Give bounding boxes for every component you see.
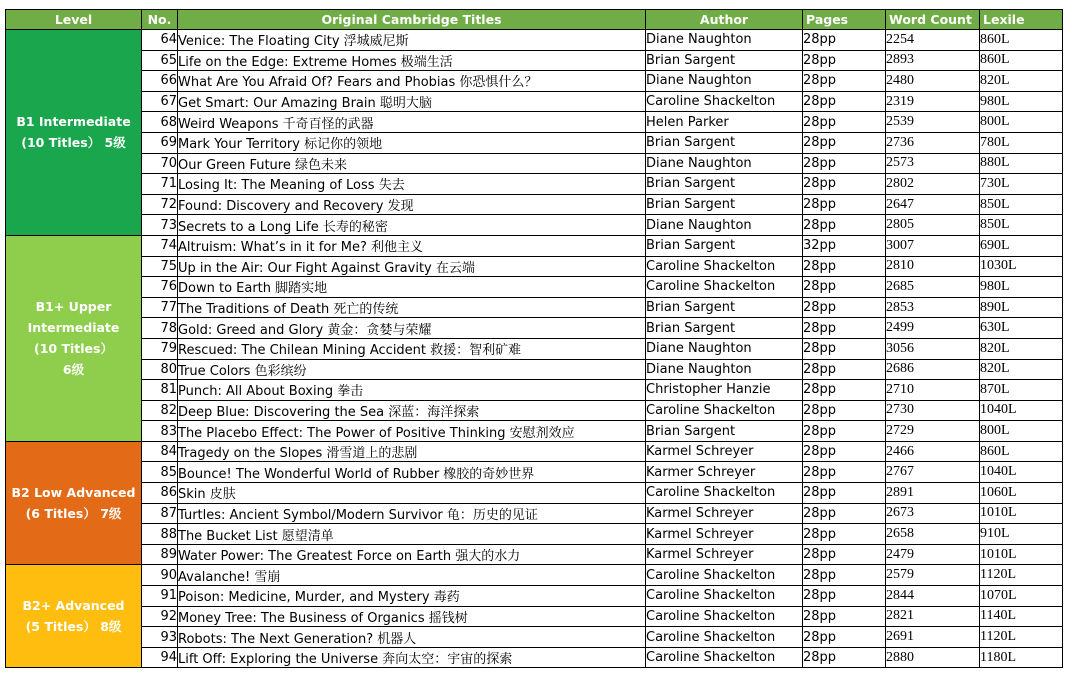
- number-cell: 69: [142, 132, 178, 153]
- author-cell: Karmel Schreyer: [646, 544, 803, 565]
- word-count-cell: 2319: [886, 91, 980, 112]
- pages-cell: 28pp: [803, 606, 886, 627]
- lexile-cell: 1120L: [980, 627, 1063, 648]
- author-cell: Caroline Shackelton: [646, 256, 803, 277]
- number-cell: 87: [142, 503, 178, 524]
- title-cell: Poison: Medicine, Murder, and Mystery 毒药: [178, 586, 646, 607]
- pages-cell: 28pp: [803, 30, 886, 51]
- lexile-cell: 820L: [980, 359, 1063, 380]
- lexile-cell: 1040L: [980, 462, 1063, 483]
- lexile-cell: 1120L: [980, 565, 1063, 586]
- pages-cell: 32pp: [803, 235, 886, 256]
- word-count-cell: 2767: [886, 462, 980, 483]
- word-count-cell: 2893: [886, 50, 980, 71]
- title-cell: Mark Your Territory 标记你的领地: [178, 132, 646, 153]
- number-cell: 81: [142, 380, 178, 401]
- title-cell: Robots: The Next Generation? 机器人: [178, 627, 646, 648]
- title-cell: Our Green Future 绿色未来: [178, 153, 646, 174]
- author-cell: Caroline Shackelton: [646, 606, 803, 627]
- level-label-line: B2+ Advanced: [22, 598, 125, 614]
- title-cell: Money Tree: The Business of Organics 摇钱树: [178, 606, 646, 627]
- author-cell: Brian Sargent: [646, 194, 803, 215]
- word-count-cell: 3056: [886, 338, 980, 359]
- number-cell: 70: [142, 153, 178, 174]
- lexile-cell: 1010L: [980, 544, 1063, 565]
- lexile-cell: 1070L: [980, 586, 1063, 607]
- table-row: [6, 277, 1063, 298]
- number-cell: 82: [142, 400, 178, 421]
- table-row: [6, 71, 1063, 92]
- header-row: [6, 10, 1063, 30]
- word-count-cell: 2685: [886, 277, 980, 298]
- pages-cell: 28pp: [803, 421, 886, 442]
- pages-cell: 28pp: [803, 544, 886, 565]
- word-count-cell: 2730: [886, 400, 980, 421]
- pages-cell: 28pp: [803, 318, 886, 339]
- lexile-cell: 870L: [980, 380, 1063, 401]
- table-row: [6, 132, 1063, 153]
- author-cell: Diane Naughton: [646, 215, 803, 236]
- table-row: [6, 503, 1063, 524]
- author-cell: Caroline Shackelton: [646, 400, 803, 421]
- word-count-cell: 2810: [886, 256, 980, 277]
- number-cell: 72: [142, 194, 178, 215]
- word-count-cell: 2691: [886, 627, 980, 648]
- word-count-cell: 2499: [886, 318, 980, 339]
- word-count-cell: 2673: [886, 503, 980, 524]
- word-count-cell: 2658: [886, 524, 980, 545]
- author-cell: Brian Sargent: [646, 132, 803, 153]
- word-count-cell: 3007: [886, 235, 980, 256]
- header-level: Level: [6, 10, 142, 30]
- author-cell: Caroline Shackelton: [646, 586, 803, 607]
- lexile-cell: 820L: [980, 338, 1063, 359]
- lexile-cell: 880L: [980, 153, 1063, 174]
- pages-cell: 28pp: [803, 71, 886, 92]
- pages-cell: 28pp: [803, 91, 886, 112]
- table-row: [6, 112, 1063, 133]
- author-cell: Brian Sargent: [646, 174, 803, 195]
- author-cell: Karmel Schreyer: [646, 503, 803, 524]
- number-cell: 93: [142, 627, 178, 648]
- title-cell: Rescued: The Chilean Mining Accident 救援：智利矿难: [178, 338, 646, 359]
- title-cell: Deep Blue: Discovering the Sea 深蓝：海洋探索: [178, 400, 646, 421]
- pages-cell: 28pp: [803, 565, 886, 586]
- table-row: [6, 441, 1063, 462]
- table-row: [6, 647, 1063, 668]
- word-count-cell: 2805: [886, 215, 980, 236]
- lexile-cell: 910L: [980, 524, 1063, 545]
- pages-cell: 28pp: [803, 50, 886, 71]
- number-cell: 84: [142, 441, 178, 462]
- pages-cell: 28pp: [803, 153, 886, 174]
- pages-cell: 28pp: [803, 194, 886, 215]
- word-count-cell: 2853: [886, 297, 980, 318]
- title-cell: Turtles: Ancient Symbol/Modern Survivor 龟：历史的见证: [178, 503, 646, 524]
- lexile-cell: 860L: [980, 50, 1063, 71]
- pages-cell: 28pp: [803, 132, 886, 153]
- table-row: [6, 421, 1063, 442]
- table-row: [6, 50, 1063, 71]
- pages-cell: 28pp: [803, 338, 886, 359]
- number-cell: 65: [142, 50, 178, 71]
- number-cell: 68: [142, 112, 178, 133]
- title-cell: Skin 皮肤: [178, 483, 646, 504]
- number-cell: 90: [142, 565, 178, 586]
- author-cell: Diane Naughton: [646, 30, 803, 51]
- lexile-cell: 860L: [980, 30, 1063, 51]
- title-cell: Life on the Edge: Extreme Homes 极端生活: [178, 50, 646, 71]
- number-cell: 85: [142, 462, 178, 483]
- title-cell: Altruism: What’s in it for Me? 利他主义: [178, 235, 646, 256]
- table-row: [6, 174, 1063, 195]
- header-lexile: Lexile: [980, 10, 1063, 30]
- header-no: No.: [142, 10, 178, 30]
- table-row: [6, 91, 1063, 112]
- table-row: [6, 235, 1063, 256]
- author-cell: Diane Naughton: [646, 153, 803, 174]
- author-cell: Karmel Schreyer: [646, 441, 803, 462]
- number-cell: 89: [142, 544, 178, 565]
- pages-cell: 28pp: [803, 277, 886, 298]
- lexile-cell: 890L: [980, 297, 1063, 318]
- table-row: [6, 30, 1063, 51]
- pages-cell: 28pp: [803, 647, 886, 668]
- pages-cell: 28pp: [803, 215, 886, 236]
- title-cell: Gold: Greed and Glory 黄金：贪婪与荣耀: [178, 318, 646, 339]
- table-row: [6, 565, 1063, 586]
- word-count-cell: 2891: [886, 483, 980, 504]
- pages-cell: 28pp: [803, 112, 886, 133]
- pages-cell: 28pp: [803, 503, 886, 524]
- lexile-cell: 860L: [980, 441, 1063, 462]
- author-cell: Caroline Shackelton: [646, 277, 803, 298]
- lexile-cell: 1180L: [980, 647, 1063, 668]
- table-row: [6, 483, 1063, 504]
- title-cell: Up in the Air: Our Fight Against Gravity 在云端: [178, 256, 646, 277]
- title-cell: Avalanche! 雪崩: [178, 565, 646, 586]
- lexile-cell: 850L: [980, 215, 1063, 236]
- lexile-cell: 820L: [980, 71, 1063, 92]
- table-row: [6, 153, 1063, 174]
- word-count-cell: 2573: [886, 153, 980, 174]
- level-label-line: (10 Titles）: [34, 341, 113, 357]
- pages-cell: 28pp: [803, 174, 886, 195]
- title-cell: Get Smart: Our Amazing Brain 聪明大脑: [178, 91, 646, 112]
- table-body: [6, 30, 1063, 668]
- number-cell: 64: [142, 30, 178, 51]
- level-label-line: Intermediate: [27, 320, 120, 336]
- word-count-cell: 2802: [886, 174, 980, 195]
- table-row: [6, 462, 1063, 483]
- author-cell: Brian Sargent: [646, 50, 803, 71]
- word-count-cell: 2579: [886, 565, 980, 586]
- pages-cell: 28pp: [803, 359, 886, 380]
- pages-cell: 28pp: [803, 462, 886, 483]
- table-row: [6, 627, 1063, 648]
- title-cell: Lift Off: Exploring the Universe 奔向太空：宇宙的探索: [178, 647, 646, 668]
- header-word-count: Word Count: [886, 10, 980, 30]
- number-cell: 83: [142, 421, 178, 442]
- header-pages: Pages: [803, 10, 886, 30]
- word-count-cell: 2821: [886, 606, 980, 627]
- word-count-cell: 2710: [886, 380, 980, 401]
- lexile-cell: 1140L: [980, 606, 1063, 627]
- author-cell: Karmer Schreyer: [646, 462, 803, 483]
- level-label-line: (5 Titles） 8级: [25, 619, 122, 635]
- word-count-cell: 2479: [886, 544, 980, 565]
- number-cell: 78: [142, 318, 178, 339]
- table-row: [6, 380, 1063, 401]
- title-cell: The Bucket List 愿望清单: [178, 524, 646, 545]
- number-cell: 66: [142, 71, 178, 92]
- number-cell: 74: [142, 235, 178, 256]
- title-cell: Punch: All About Boxing 拳击: [178, 380, 646, 401]
- header-title: Original Cambridge Titles: [178, 10, 646, 30]
- pages-cell: 28pp: [803, 586, 886, 607]
- author-cell: Brian Sargent: [646, 421, 803, 442]
- number-cell: 76: [142, 277, 178, 298]
- word-count-cell: 2254: [886, 30, 980, 51]
- level-label-line: B1 Intermediate: [16, 114, 131, 130]
- table-row: [6, 544, 1063, 565]
- word-count-cell: 2880: [886, 647, 980, 668]
- level-cell: [6, 235, 142, 441]
- lexile-cell: 1060L: [980, 483, 1063, 504]
- title-cell: The Traditions of Death 死亡的传统: [178, 297, 646, 318]
- author-cell: Christopher Hanzie: [646, 380, 803, 401]
- title-cell: Tragedy on the Slopes 滑雪道上的悲剧: [178, 441, 646, 462]
- lexile-cell: 800L: [980, 421, 1063, 442]
- header-author: Author: [646, 10, 803, 30]
- word-count-cell: 2480: [886, 71, 980, 92]
- author-cell: Caroline Shackelton: [646, 627, 803, 648]
- level-cell: [6, 565, 142, 668]
- lexile-cell: 850L: [980, 194, 1063, 215]
- title-cell: The Placebo Effect: The Power of Positive Thinking 安慰剂效应: [178, 421, 646, 442]
- pages-cell: 28pp: [803, 256, 886, 277]
- table-row: [6, 586, 1063, 607]
- number-cell: 86: [142, 483, 178, 504]
- word-count-cell: 2466: [886, 441, 980, 462]
- number-cell: 73: [142, 215, 178, 236]
- level-label-line: (6 Titles） 7级: [25, 506, 122, 522]
- pages-cell: 28pp: [803, 400, 886, 421]
- level-cell: [6, 30, 142, 236]
- author-cell: Caroline Shackelton: [646, 647, 803, 668]
- author-cell: Karmel Schreyer: [646, 524, 803, 545]
- level-label-line: 6级: [62, 362, 85, 378]
- table-row: [6, 338, 1063, 359]
- title-cell: Water Power: The Greatest Force on Earth 强大的水力: [178, 544, 646, 565]
- word-count-cell: 2844: [886, 586, 980, 607]
- number-cell: 75: [142, 256, 178, 277]
- title-cell: Secrets to a Long Life 长寿的秘密: [178, 215, 646, 236]
- table-row: [6, 359, 1063, 380]
- level-label-line: B1+ Upper: [35, 299, 112, 315]
- pages-cell: 28pp: [803, 297, 886, 318]
- pages-cell: 28pp: [803, 380, 886, 401]
- number-cell: 91: [142, 586, 178, 607]
- table-row: [6, 215, 1063, 236]
- table-row: [6, 194, 1063, 215]
- level-cell: [6, 441, 142, 565]
- word-count-cell: 2736: [886, 132, 980, 153]
- pages-cell: 28pp: [803, 627, 886, 648]
- title-cell: What Are You Afraid Of? Fears and Phobias 你恐惧什么？: [178, 71, 646, 92]
- number-cell: 92: [142, 606, 178, 627]
- number-cell: 71: [142, 174, 178, 195]
- pages-cell: 28pp: [803, 483, 886, 504]
- table-row: [6, 400, 1063, 421]
- word-count-cell: 2729: [886, 421, 980, 442]
- table-row: [6, 256, 1063, 277]
- author-cell: Diane Naughton: [646, 359, 803, 380]
- lexile-cell: 780L: [980, 132, 1063, 153]
- table-row: [6, 297, 1063, 318]
- word-count-cell: 2686: [886, 359, 980, 380]
- lexile-cell: 1010L: [980, 503, 1063, 524]
- title-cell: Venice: The Floating City 浮城威尼斯: [178, 30, 646, 51]
- author-cell: Caroline Shackelton: [646, 483, 803, 504]
- lexile-cell: 800L: [980, 112, 1063, 133]
- table-row: [6, 318, 1063, 339]
- pages-cell: 28pp: [803, 441, 886, 462]
- word-count-cell: 2539: [886, 112, 980, 133]
- number-cell: 77: [142, 297, 178, 318]
- level-label-line: (10 Titles） 5级: [21, 135, 126, 151]
- lexile-cell: 1040L: [980, 400, 1063, 421]
- word-count-cell: 2647: [886, 194, 980, 215]
- lexile-cell: 980L: [980, 277, 1063, 298]
- author-cell: Diane Naughton: [646, 71, 803, 92]
- title-cell: Found: Discovery and Recovery 发现: [178, 194, 646, 215]
- level-label-line: B2 Low Advanced: [11, 485, 136, 501]
- title-cell: Down to Earth 脚踏实地: [178, 277, 646, 298]
- number-cell: 88: [142, 524, 178, 545]
- author-cell: Caroline Shackelton: [646, 91, 803, 112]
- author-cell: Diane Naughton: [646, 338, 803, 359]
- number-cell: 94: [142, 647, 178, 668]
- number-cell: 67: [142, 91, 178, 112]
- author-cell: Brian Sargent: [646, 235, 803, 256]
- lexile-cell: 980L: [980, 91, 1063, 112]
- pages-cell: 28pp: [803, 524, 886, 545]
- lexile-cell: 730L: [980, 174, 1063, 195]
- title-cell: Losing It: The Meaning of Loss 失去: [178, 174, 646, 195]
- table-row: [6, 524, 1063, 545]
- title-cell: Weird Weapons 千奇百怪的武器: [178, 112, 646, 133]
- table-row: [6, 606, 1063, 627]
- lexile-cell: 630L: [980, 318, 1063, 339]
- author-cell: Helen Parker: [646, 112, 803, 133]
- number-cell: 80: [142, 359, 178, 380]
- author-cell: Caroline Shackelton: [646, 565, 803, 586]
- cambridge-titles-table: [5, 9, 1063, 668]
- author-cell: Brian Sargent: [646, 318, 803, 339]
- title-cell: True Colors 色彩缤纷: [178, 359, 646, 380]
- number-cell: 79: [142, 338, 178, 359]
- author-cell: Brian Sargent: [646, 297, 803, 318]
- lexile-cell: 1030L: [980, 256, 1063, 277]
- lexile-cell: 690L: [980, 235, 1063, 256]
- title-cell: Bounce! The Wonderful World of Rubber 橡胶的奇妙世界: [178, 462, 646, 483]
